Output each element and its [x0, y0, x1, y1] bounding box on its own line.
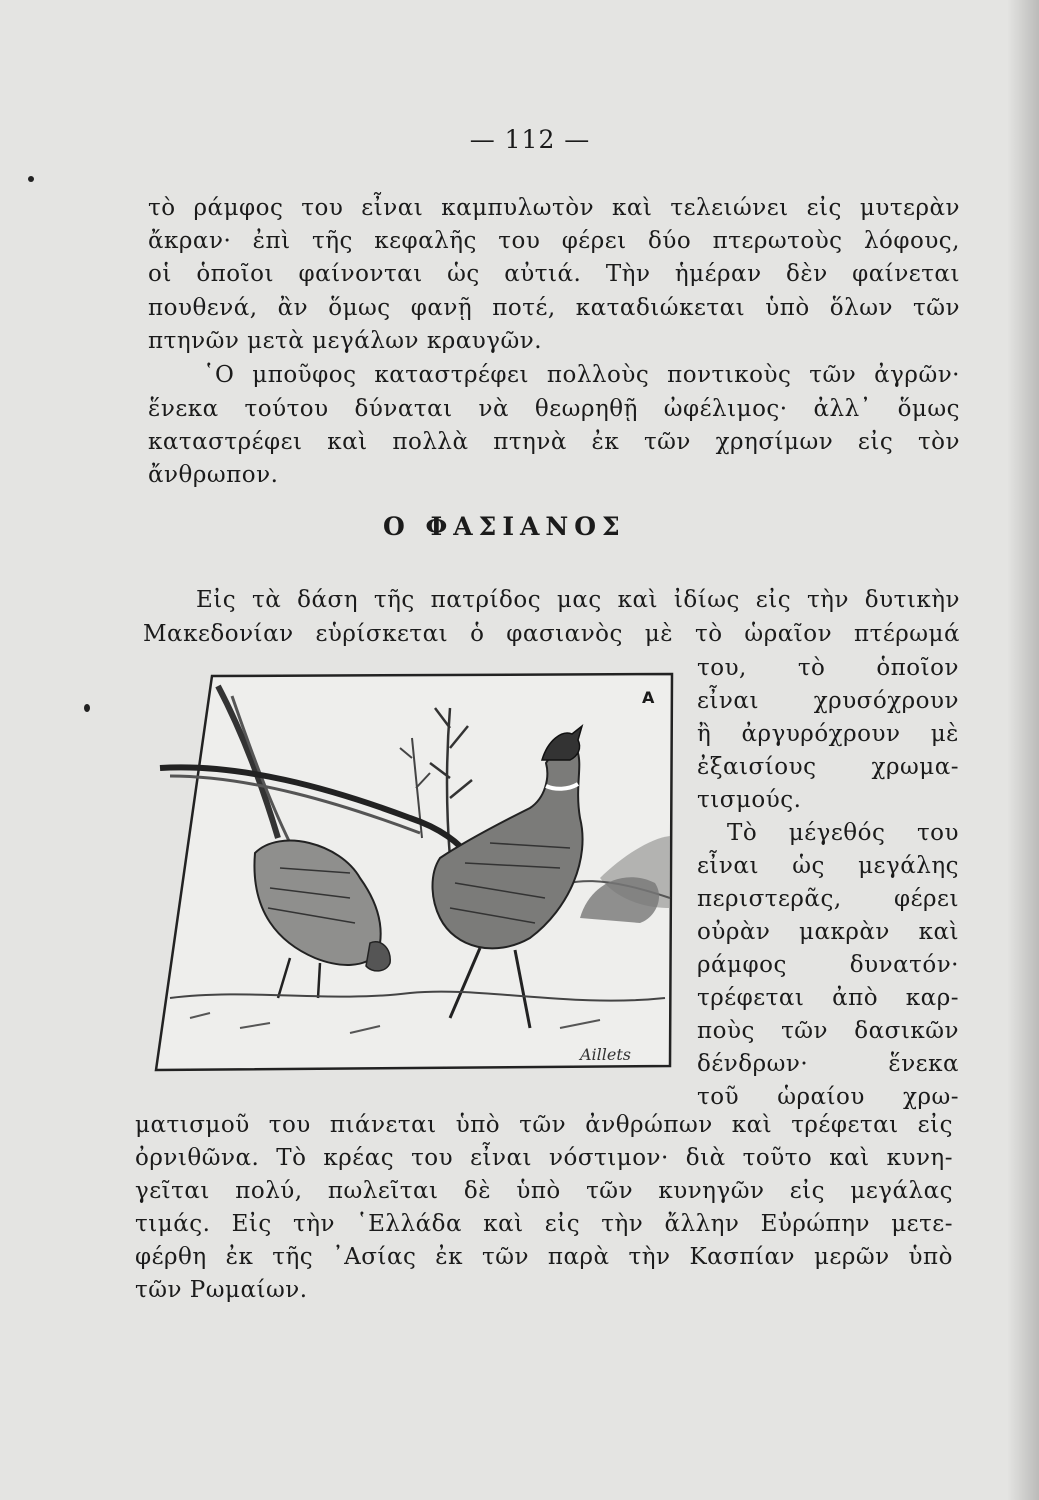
text-line: του, τὸ ὁποῖον: [697, 655, 959, 681]
figure-corner-label: Α: [642, 688, 655, 707]
text-line: εἶναι ὡς μεγάλης: [697, 853, 959, 879]
text-line: τρέφεται ἀπὸ καρ-: [697, 985, 959, 1011]
text-line: ὀρνιθῶνα. Τὸ κρέας του εἶναι νόστιμον· διὰ τοῦτο καὶ κυνη-: [135, 1145, 953, 1171]
text-line: ἕνεκα τούτου δύναται νὰ θεωρηθῇ ὠφέλιμος· ἀλλ᾿ ὅμως: [148, 396, 960, 422]
text-line: οὐρὰν μακρὰν καὶ: [697, 919, 959, 945]
text-line: τιμάς. Εἰς τὴν ῾Ελλάδα καὶ εἰς τὴν ἄλλην Εὐρώπην μετε-: [135, 1211, 953, 1237]
text-line: πουθενά, ἂν ὅμως φανῇ ποτέ, καταδιώκεται ὑπὸ ὅλων τῶν: [148, 295, 960, 321]
text-line: ματισμοῦ του πιάνεται ὑπὸ τῶν ἀνθρώπων καὶ τρέφεται εἰς: [135, 1112, 953, 1138]
text-line: ἢ ἀργυρόχρουν μὲ: [697, 721, 959, 747]
text-line: καταστρέφει καὶ πολλὰ πτηνὰ ἐκ τῶν χρησίμων εἰς τὸν: [148, 429, 960, 455]
page-number: — 112 —: [469, 125, 591, 154]
text-line: ἐξαισίους χρωμα-: [697, 754, 959, 780]
text-line: γεῖται πολύ, πωλεῖται δὲ ὑπὸ τῶν κυνηγῶν εἰς μεγάλας: [135, 1178, 953, 1204]
pheasant-drawing: [150, 668, 680, 1076]
text-line: ἄκραν· ἐπὶ τῆς κεφαλῆς του φέρει δύο πτερωτοὺς λόφους,: [148, 228, 960, 254]
text-line: τῶν Ρωμαίων.: [135, 1277, 308, 1303]
text-line: ράμφος δυνατόν·: [697, 952, 959, 978]
text-line: οἱ ὁποῖοι φαίνονται ὡς αὐτιά. Τὴν ἡμέραν δὲν φαίνεται: [148, 261, 960, 287]
text-line: τὸ ράμφος του εἶναι καμπυλωτὸν καὶ τελειώνει εἰς μυτερὰν: [148, 195, 960, 221]
text-line: ποὺς τῶν δασικῶν: [697, 1018, 959, 1044]
text-line: Τὸ μέγεθός του: [727, 820, 959, 846]
text-line: Μακεδονίαν εὑρίσκεται ὁ φασιανὸς μὲ τὸ ὡραῖον πτέρωμά: [143, 621, 960, 647]
text-line: τοῦ ὡραίου χρω-: [697, 1084, 959, 1110]
text-line: δένδρων· ἕνεκα: [697, 1051, 959, 1077]
ink-dot: [84, 704, 90, 712]
text-line: τισμούς.: [697, 787, 802, 813]
text-line: Εἰς τὰ δάση τῆς πατρίδος μας καὶ ἰδίως εἰς τὴν δυτικὴν: [196, 587, 960, 613]
text-line: πτηνῶν μετὰ μεγάλων κραυγῶν.: [148, 328, 543, 354]
pheasant-illustration: [150, 668, 680, 1076]
text-line: περιστερᾶς, φέρει: [697, 886, 959, 912]
section-heading: Ο ΦΑΣΙΑΝΟΣ: [383, 512, 626, 541]
page-edge-shadow: [1007, 0, 1039, 1500]
text-line: φέρθη ἐκ τῆς ᾿Ασίας ἐκ τῶν παρὰ τὴν Κασπίαν μερῶν ὑπὸ: [135, 1244, 953, 1270]
text-line: εἶναι χρυσόχρουν: [697, 688, 959, 714]
text-line: ῾Ο μποῦφος καταστρέφει πολλοὺς ποντικοὺς τῶν ἀγρῶν·: [203, 362, 960, 388]
ink-dot: [28, 176, 34, 182]
text-line: ἄνθρωπον.: [148, 462, 279, 488]
artist-signature: Aillets: [580, 1045, 632, 1064]
